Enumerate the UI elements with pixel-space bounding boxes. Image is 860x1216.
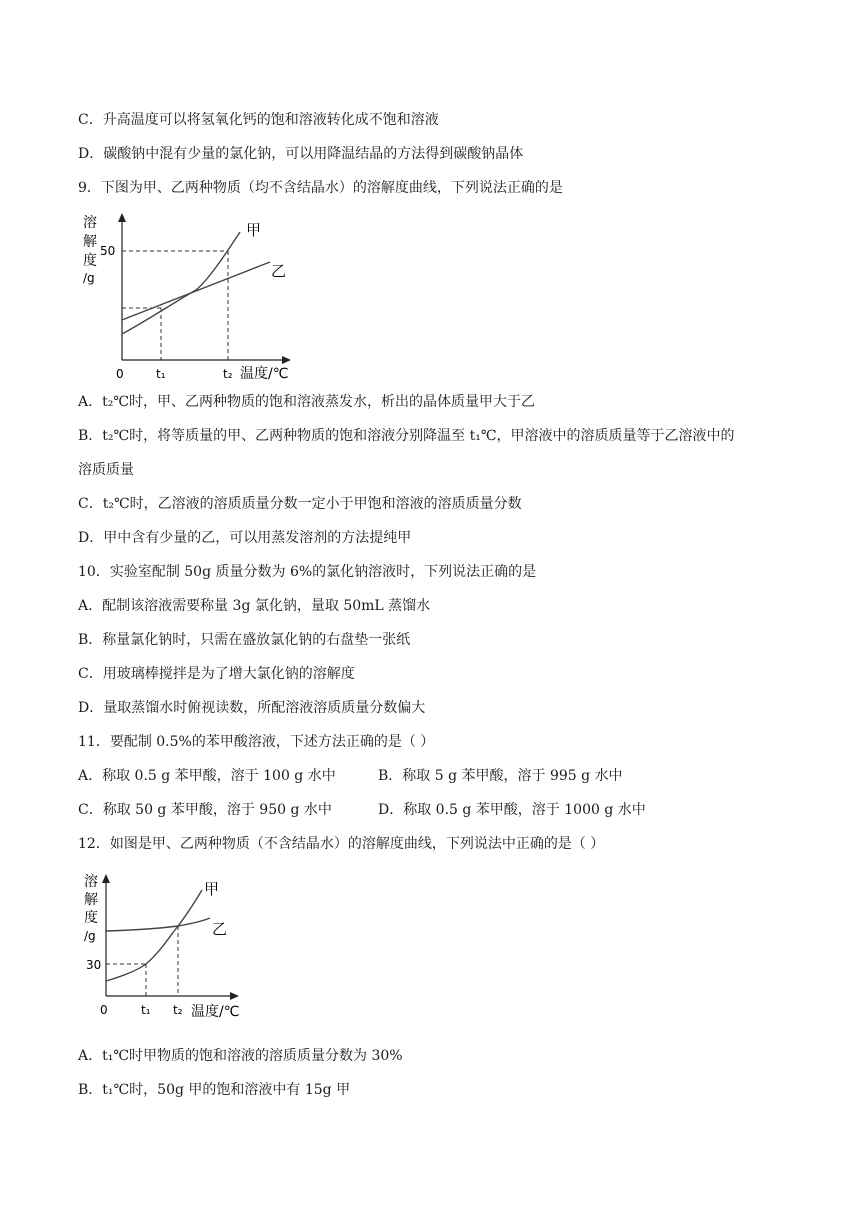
q11-option-b: B．称取 5 g 苯甲酸，溶于 995 g 水中 xyxy=(378,768,623,784)
q11-stem: 11．要配制 0.5%的苯甲酸溶液，下述方法正确的是（ ） xyxy=(78,734,435,750)
q10-option-c: C．用玻璃棒搅拌是为了增大氯化钠的溶解度 xyxy=(78,666,355,682)
q9-solubility-chart xyxy=(78,210,298,386)
q9-origin: 0 xyxy=(116,367,124,381)
q9-ytick-50: 50 xyxy=(100,244,116,258)
q9-option-b-line2: 溶质质量 xyxy=(78,462,134,478)
q9-ylabel-3: 度 xyxy=(83,253,97,269)
q12-ylabel-2: 解 xyxy=(84,892,98,908)
q9-x-arrow xyxy=(282,356,291,364)
q11-option-d: D．称取 0.5 g 苯甲酸，溶于 1000 g 水中 xyxy=(378,802,646,818)
q12-origin: 0 xyxy=(100,1003,108,1017)
q9-ylabel-2: 解 xyxy=(83,234,97,250)
q9-ylabel-4: /g xyxy=(83,271,95,285)
q12-y-arrow xyxy=(102,874,110,883)
q8-option-d: D．碳酸钠中混有少量的氯化钠，可以用降温结晶的方法得到碳酸钠晶体 xyxy=(78,146,524,162)
q12-ytick-30: 30 xyxy=(86,958,102,972)
q9-option-d: D．甲中含有少量的乙，可以用蒸发溶剂的方法提纯甲 xyxy=(78,530,412,546)
q12-stem: 12．如图是甲、乙两种物质（不含结晶水）的溶解度曲线，下列说法中正确的是（ ） xyxy=(78,836,605,852)
q10-stem: 10．实验室配制 50g 质量分数为 6%的氯化钠溶液时，下列说法正确的是 xyxy=(78,564,537,580)
q9-xtick-t1: t₁ xyxy=(156,367,166,381)
q12-xtick-t1: t₁ xyxy=(141,1003,151,1017)
q9-stem: 9．下图为甲、乙两种物质（均不含结晶水）的溶解度曲线，下列说法正确的是 xyxy=(78,180,563,196)
q12-label-jia: 甲 xyxy=(204,880,220,898)
q9-ylabel-1: 溶 xyxy=(83,215,97,231)
q9-curve-jia xyxy=(122,232,240,334)
q12-solubility-chart xyxy=(78,868,258,1024)
q9-label-yi: 乙 xyxy=(271,262,287,280)
q9-curve-yi xyxy=(122,262,270,320)
q9-option-a: A．t₂℃时，甲、乙两种物质的饱和溶液蒸发水，析出的晶体质量甲大于乙 xyxy=(78,394,536,410)
q10-option-b: B．称量氯化钠时，只需在盛放氯化钠的右盘垫一张纸 xyxy=(78,632,411,648)
q12-label-yi: 乙 xyxy=(212,920,228,938)
q12-option-b: B．t₁℃时，50g 甲的饱和溶液中有 15g 甲 xyxy=(78,1082,351,1098)
q12-option-a: A．t₁℃时甲物质的饱和溶液的溶质质量分数为 30% xyxy=(78,1048,403,1064)
q9-label-jia: 甲 xyxy=(246,221,262,239)
q12-ylabel-1: 溶 xyxy=(84,874,98,890)
q10-option-d: D．量取蒸馏水时俯视读数，所配溶液溶质质量分数偏大 xyxy=(78,700,426,716)
q12-x-arrow xyxy=(230,992,239,1000)
q12-curve-jia xyxy=(106,890,202,981)
q11-option-a: A．称取 0.5 g 苯甲酸，溶于 100 g 水中 xyxy=(78,768,336,784)
q9-xlabel: 温度/℃ xyxy=(240,366,289,382)
q9-y-arrow xyxy=(118,213,126,222)
q9-xtick-t2: t₂ xyxy=(223,367,233,381)
q8-option-c: C．升高温度可以将氢氧化钙的饱和溶液转化成不饱和溶液 xyxy=(78,112,439,128)
q12-curve-yi xyxy=(106,918,210,931)
q10-option-a: A．配制该溶液需要称量 3g 氯化钠，量取 50mL 蒸馏水 xyxy=(78,598,431,614)
q11-option-c: C．称取 50 g 苯甲酸，溶于 950 g 水中 xyxy=(78,802,332,818)
q12-xlabel: 温度/℃ xyxy=(191,1004,240,1020)
q9-option-b-line1: B．t₂℃时，将等质量的甲、乙两种物质的饱和溶液分别降温至 t₁℃，甲溶液中的溶质质量等于乙溶液中的 xyxy=(78,428,735,444)
q12-ylabel-3: 度 xyxy=(84,910,98,926)
q12-ylabel-4: /g xyxy=(84,929,96,943)
q12-xtick-t2: t₂ xyxy=(173,1003,183,1017)
q9-option-c: C．t₂℃时，乙溶液的溶质质量分数一定小于甲饱和溶液的溶质质量分数 xyxy=(78,496,522,512)
